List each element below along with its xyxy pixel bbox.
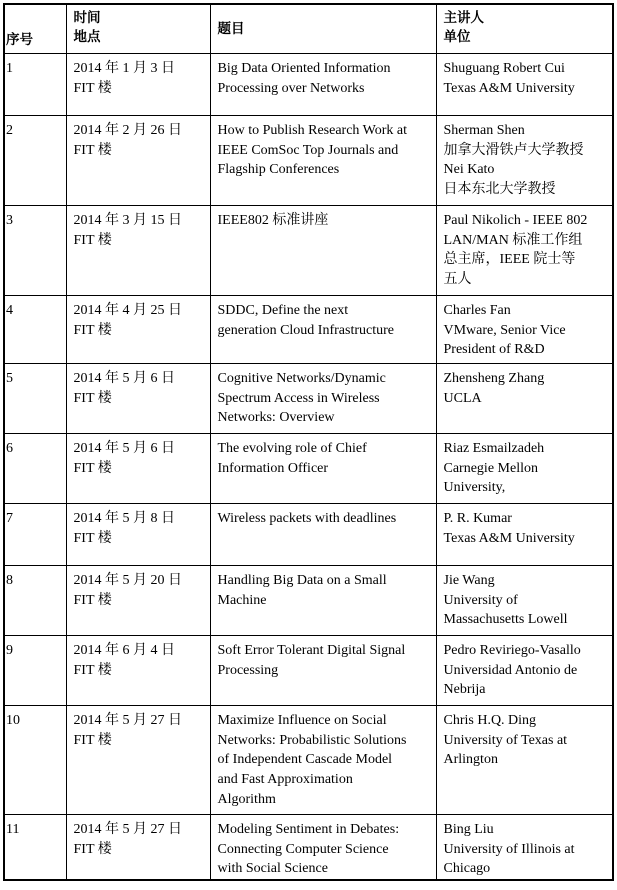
date-place-cell [66,296,210,364]
row-number-cell [4,504,66,566]
row-place: FIT 楼 [73,322,112,338]
speaker-line: Nei Kato [443,162,495,178]
title-line: Flagship Conferences [217,162,340,178]
speaker-line: Texas A&M University [443,530,575,546]
speaker-line: University of Texas at [443,732,568,748]
row-number: 9 [6,643,13,658]
speaker-line: Paul Nikolich - IEEE 802 [443,213,588,228]
row-number-cell [4,206,66,296]
row-number-cell [4,636,66,706]
row-date: 2014 年 5 月 6 日 [73,371,175,386]
speaker-line: 加拿大滑铁卢大学教授 [443,142,584,158]
speaker-line: University, [443,480,506,496]
row-number: 11 [6,822,20,837]
title-line: with Social Science [217,861,328,877]
title-line: Big Data Oriented Information [217,61,391,76]
speaker-line: Sherman Shen [443,123,525,138]
speaker-line: Massachusetts Lowell [443,612,568,628]
row-place: FIT 楼 [73,460,112,476]
row-number-cell [4,296,66,364]
title-cell [210,364,436,434]
title-cell [210,636,436,706]
header-row [4,4,613,54]
table-row [4,206,613,296]
date-place-cell [66,636,210,706]
row-date: 2014 年 5 月 20 日 [73,573,182,588]
speaker-line: P. R. Kumar [443,511,512,526]
title-line: Wireless packets with deadlines [217,511,397,526]
speaker-line: Chicago [443,861,491,877]
speaker-cell [436,364,613,434]
row-number-cell [4,434,66,504]
row-date: 2014 年 5 月 6 日 [73,441,175,456]
title-line: Processing over Networks [217,80,365,96]
title-cell [210,296,436,364]
speaker-line: Zhensheng Zhang [443,371,545,386]
speaker-line: President of R&D [443,342,545,358]
row-place: FIT 楼 [73,841,112,857]
date-place-cell [66,815,210,881]
speaker-line: UCLA [443,390,482,406]
speaker-cell [436,636,613,706]
speaker-line: Riaz Esmailzadeh [443,441,545,456]
table-row [4,504,613,566]
table-row [4,434,613,504]
title-line: IEEE ComSoc Top Journals and [217,142,399,158]
speaker-line: 总主席，IEEE 院士等 [443,252,576,268]
table-row [4,54,613,116]
speaker-line: Texas A&M University [443,80,575,96]
speaker-cell [436,54,613,116]
title-line: Networks: Probabilistic Solutions [217,732,407,748]
title-line: Cognitive Networks/Dynamic [217,371,386,386]
row-number: 1 [6,61,13,76]
row-number-cell [4,364,66,434]
header-speaker [436,4,613,54]
row-place: FIT 楼 [73,732,112,748]
speaker-line: Chris H.Q. Ding [443,713,537,728]
row-date: 2014 年 5 月 27 日 [73,713,182,728]
table-row [4,116,613,206]
row-number-cell [4,116,66,206]
header-title-label: 题目 [217,20,245,37]
table-row [4,566,613,636]
title-line: Maximize Influence on Social [217,713,387,728]
speaker-line: Carnegie Mellon [443,460,538,476]
row-date: 2014 年 3 月 15 日 [73,213,182,228]
row-date: 2014 年 2 月 26 日 [73,123,182,138]
row-place: FIT 楼 [73,592,112,608]
title-cell [210,434,436,504]
title-line: Processing [217,662,279,678]
title-line: Information Officer [217,460,329,476]
row-number: 3 [6,213,13,228]
row-place: FIT 楼 [73,390,112,406]
speaker-cell [436,815,613,881]
title-cell [210,206,436,296]
row-date: 2014 年 5 月 27 日 [73,822,182,837]
speaker-line: Nebrija [443,682,486,698]
title-line: Networks: Overview [217,410,335,426]
speaker-line: Jie Wang [443,573,495,588]
row-date: 2014 年 1 月 3 日 [73,61,175,76]
row-number-cell [4,54,66,116]
header-no-label: 序号 [6,32,33,48]
row-number: 8 [6,573,13,588]
title-line: How to Publish Research Work at [217,123,408,138]
title-line: Spectrum Access in Wireless [217,390,380,406]
row-number: 7 [6,511,13,526]
row-number-cell [4,566,66,636]
header-time-place [66,4,210,54]
row-number: 2 [6,123,13,138]
speaker-line: Bing Liu [443,822,494,837]
speaker-cell [436,296,613,364]
title-line: Modeling Sentiment in Debates: [217,822,400,837]
header-title [210,4,436,54]
row-number: 5 [6,371,13,386]
speaker-cell [436,566,613,636]
row-place: FIT 楼 [73,662,112,678]
row-number: 6 [6,441,13,456]
row-place: FIT 楼 [73,142,112,158]
row-place: FIT 楼 [73,80,112,96]
speaker-cell [436,116,613,206]
speaker-cell [436,706,613,815]
title-line: The evolving role of Chief [217,441,367,456]
title-line: and Fast Approximation [217,772,353,788]
row-date: 2014 年 6 月 4 日 [73,643,175,658]
row-number: 10 [6,713,20,728]
title-cell [210,706,436,815]
title-line: SDDC, Define the next [217,303,349,318]
speaker-cell [436,434,613,504]
table-row [4,364,613,434]
table-row [4,815,613,881]
date-place-cell [66,434,210,504]
table-row [4,706,613,815]
date-place-cell [66,706,210,815]
header-time-label: 时间 [73,10,101,26]
date-place-cell [66,116,210,206]
row-place: FIT 楼 [73,530,112,546]
title-cell [210,566,436,636]
title-cell [210,815,436,881]
row-number-cell [4,815,66,881]
header-affiliation-label: 单位 [443,29,471,45]
row-place: FIT 楼 [73,232,112,248]
header-speaker-label: 主讲人 [443,10,484,26]
title-line: Machine [217,592,267,608]
speaker-cell [436,206,613,296]
speaker-line: Arlington [443,752,498,768]
speaker-line: 五人 [443,272,472,288]
table-row [4,636,613,706]
date-place-cell [66,364,210,434]
title-line: IEEE802 标准讲座 [217,213,329,228]
title-line: Algorithm [217,791,276,807]
speaker-line: Shuguang Robert Cui [443,61,565,76]
title-cell [210,54,436,116]
title-line: of Independent Cascade Model [217,752,393,768]
speaker-line: Pedro Reviriego-Vasallo [443,643,581,658]
date-place-cell [66,54,210,116]
title-cell [210,504,436,566]
speaker-line: VMware, Senior Vice [443,322,566,338]
title-line: Soft Error Tolerant Digital Signal [217,643,406,658]
seminar-schedule-table [3,3,614,881]
row-date: 2014 年 5 月 8 日 [73,511,175,526]
speaker-line: LAN/MAN 标准工作组 [443,232,583,248]
speaker-line: University of [443,592,518,608]
title-line: Handling Big Data on a Small [217,573,387,588]
speaker-line: Charles Fan [443,303,511,318]
header-place-label: 地点 [73,29,101,45]
speaker-line: Universidad Antonio de [443,662,578,678]
title-line: generation Cloud Infrastructure [217,322,394,338]
title-line: Connecting Computer Science [217,841,389,857]
row-number: 4 [6,303,13,318]
title-cell [210,116,436,206]
speaker-line: University of Illinois at [443,841,575,857]
date-place-cell [66,566,210,636]
speaker-cell [436,504,613,566]
header-no [4,4,66,54]
date-place-cell [66,206,210,296]
row-number-cell [4,706,66,815]
speaker-line: 日本东北大学教授 [443,182,556,198]
row-date: 2014 年 4 月 25 日 [73,303,182,318]
date-place-cell [66,504,210,566]
table-row [4,296,613,364]
